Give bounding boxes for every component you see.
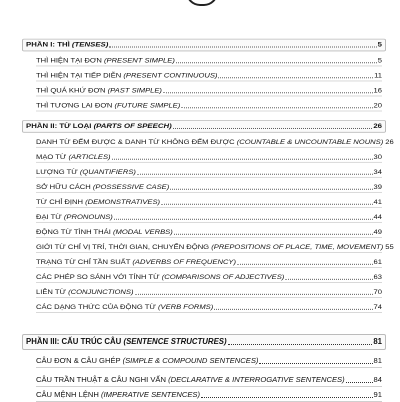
toc-entry[interactable]: THÌ HIỆN TẠI TIẾP DIỄN (PRESENT CONTINUOUS) 11 — [36, 69, 382, 82]
toc-entry[interactable]: THÌ QUÁ KHỨ ĐƠN (PAST SIMPLE) 16 — [36, 84, 382, 97]
leader-dots — [346, 374, 373, 383]
leader-dots — [174, 228, 373, 235]
toc-entry[interactable]: GIỚI TỪ CHỈ VỊ TRÍ, THỜI GIAN, CHUYỂN ĐỘNG (PREPOSITIONS OF PLACE, TIME, MOVEMENT) 55 — [36, 240, 382, 253]
leader-dots — [237, 258, 373, 265]
leader-dots — [137, 167, 373, 174]
part-3-page: 81 — [373, 337, 382, 346]
toc-entry[interactable]: CÂU TRẦN THUẬT & CÂU NGHI VẤN (DECLARATIVE & INTERROGATIVE SENTENCES) 84 — [36, 371, 382, 387]
leader-dots — [201, 389, 373, 398]
part-3-heading[interactable] — [26, 333, 382, 347]
leader-dots — [181, 101, 372, 108]
toc-entry[interactable]: DANH TỪ ĐẾM ĐƯỢC & DANH TỪ KHÔNG ĐẾM ĐƯỢC (COUNTABLE & UNCOUNTABLE NOUNS) 26 — [36, 135, 382, 148]
leader-dots — [176, 56, 377, 63]
part-1-title: PHẦN I: THÌ (TENSES) — [26, 41, 109, 49]
decorative-heading-mark — [186, 0, 218, 6]
part-3-title: PHẦN III: CẤU TRÚC CÂU (SENTENCE STRUCTURES) — [26, 337, 227, 346]
toc-entry[interactable]: MẠO TỪ (ARTICLES) 30 — [36, 150, 382, 163]
part-2-title: PHẦN II: TỪ LOẠI (PARTS OF SPEECH) — [26, 122, 172, 130]
leader-dots — [214, 303, 372, 310]
toc-entry[interactable]: TRẠNG TỪ CHỈ TẦN SUẤT (ADVERBS OF FREQUENCY) 61 — [36, 255, 382, 268]
leader-dots — [135, 288, 373, 295]
leader-dots — [259, 355, 372, 364]
part-1-heading[interactable] — [26, 38, 382, 49]
leader-dots — [218, 71, 373, 78]
toc-entry[interactable]: CÂU ĐƠN & CÂU GHÉP (SIMPLE & COMPOUND SENTENCES) 81 — [36, 352, 382, 368]
leader-dots — [173, 122, 373, 129]
leader-dots — [114, 213, 373, 220]
leader-dots — [228, 336, 373, 345]
toc-entry[interactable]: LIÊN TỪ (CONJUNCTIONS) 70 — [36, 285, 382, 298]
leader-dots — [112, 152, 373, 159]
leader-dots — [161, 198, 372, 205]
toc-entry[interactable]: LƯỢNG TỪ (QUANTIFIERS) 34 — [36, 165, 382, 178]
toc-entry[interactable]: ĐẠI TỪ (PRONOUNS) 44 — [36, 210, 382, 223]
leader-dots — [163, 86, 373, 93]
part-2-page: 26 — [373, 122, 382, 130]
toc-entry[interactable]: CÁC DẠNG THỨC CỦA ĐỘNG TỪ (VERB FORMS) 74 — [36, 300, 382, 313]
leader-dots — [285, 273, 372, 280]
toc-entry[interactable]: THÌ TƯƠNG LAI ĐƠN (FUTURE SIMPLE) 20 — [36, 99, 382, 112]
toc-entry[interactable]: CÁC PHÉP SO SÁNH VỚI TÍNH TỪ (COMPARISONS OF ADJECTIVES) 63 — [36, 270, 382, 283]
toc-entry[interactable]: SỞ HỮU CÁCH (POSSESSIVE CASE) 39 — [36, 180, 382, 193]
toc-entry[interactable]: CÂU MỆNH LỆNH (IMPERATIVE SENTENCES) 91 — [36, 386, 382, 402]
part-2-heading[interactable] — [26, 119, 382, 130]
part-1-page: 5 — [377, 41, 382, 49]
toc-entry[interactable]: ĐỘNG TỪ TÌNH THÁI (MODAL VERBS) 49 — [36, 225, 382, 238]
toc-entry[interactable]: TỪ CHỈ ĐỊNH (DEMONSTRATIVES) 41 — [36, 195, 382, 208]
leader-dots — [170, 182, 372, 189]
leader-dots — [109, 40, 376, 47]
toc-entry[interactable]: THÌ HIỆN TẠI ĐƠN (PRESENT SIMPLE) 5 — [36, 54, 382, 67]
